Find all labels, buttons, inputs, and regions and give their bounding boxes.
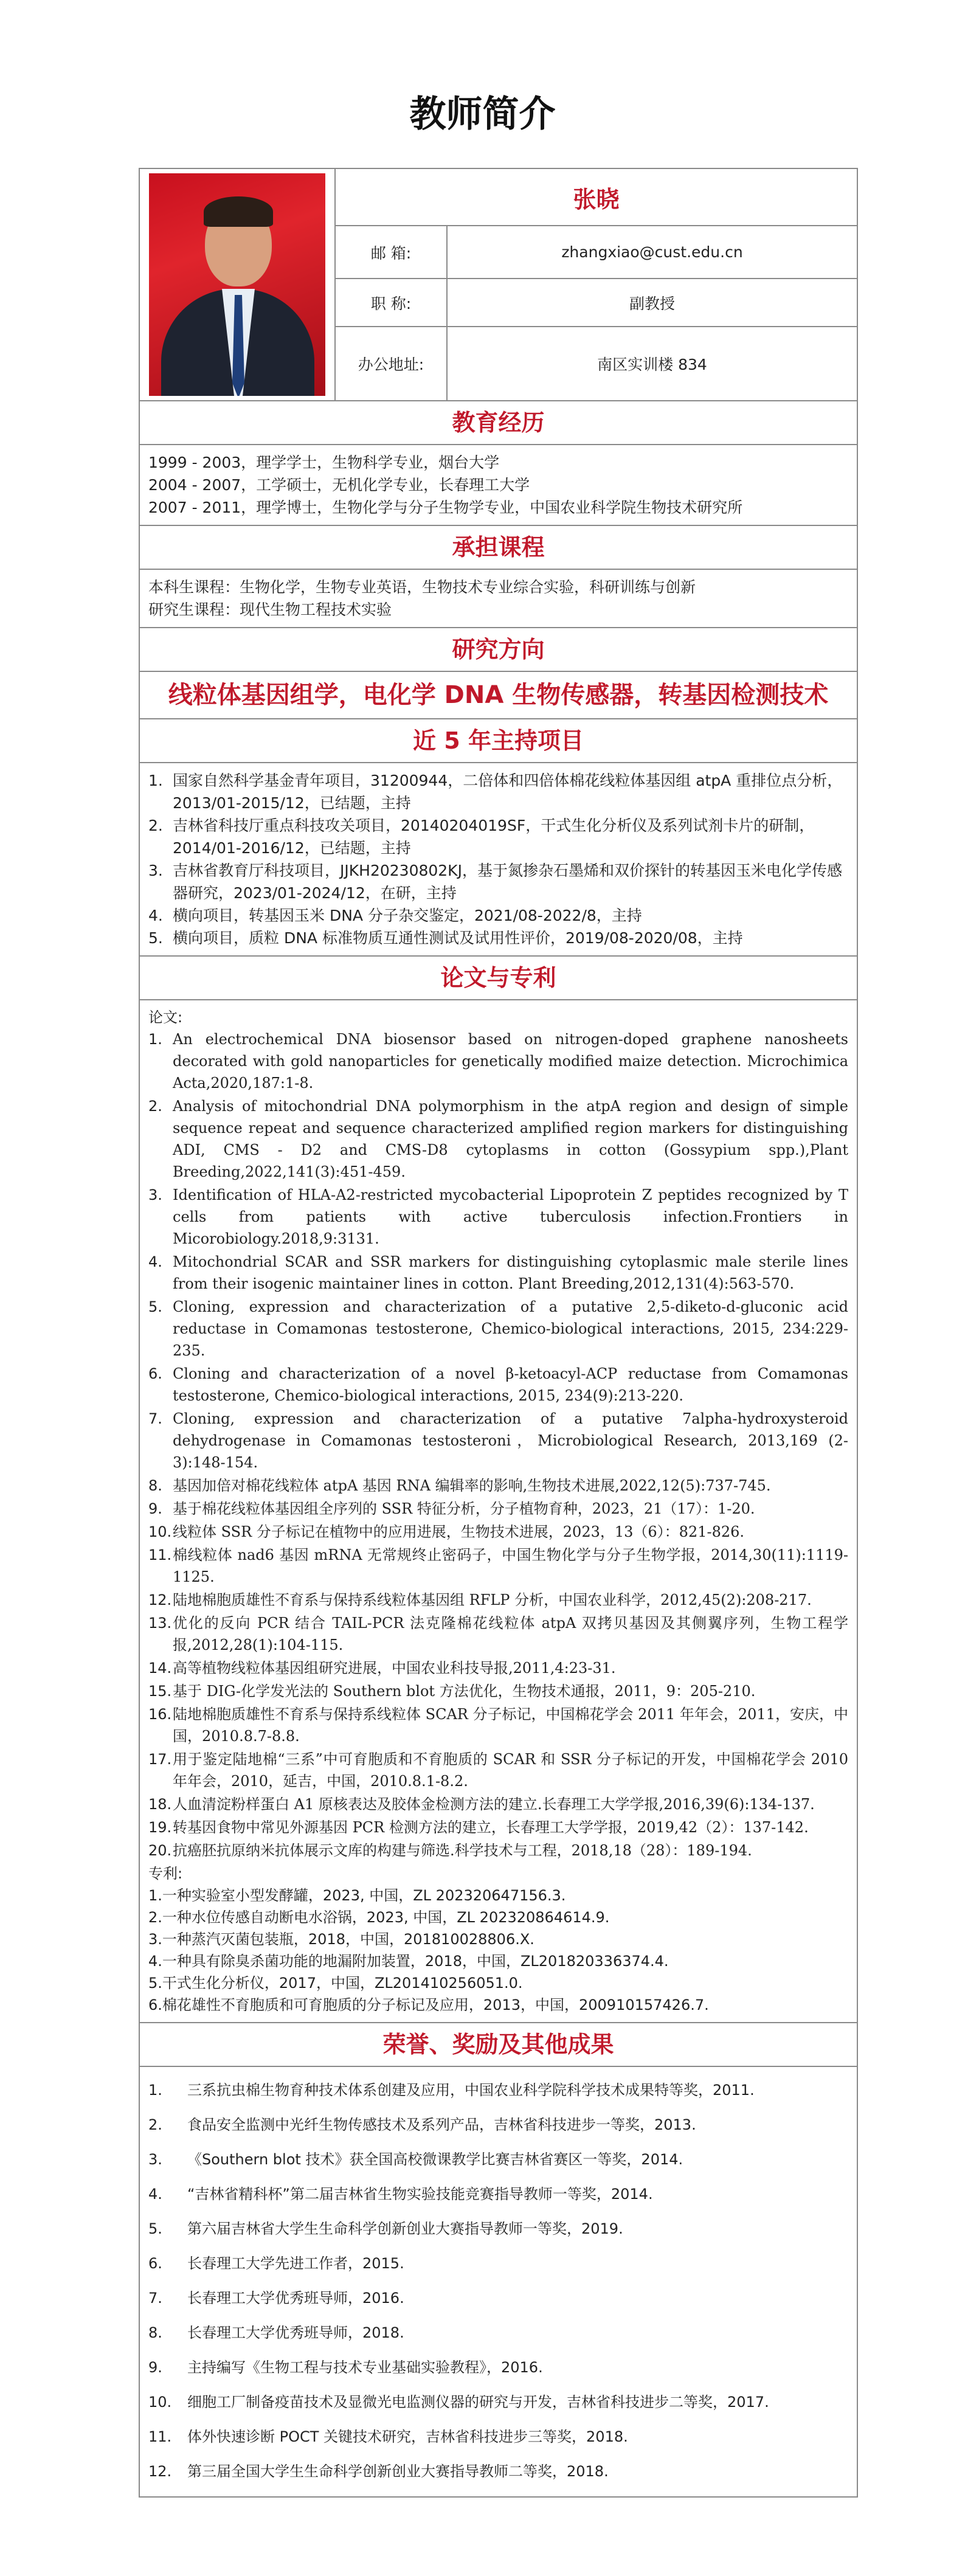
paper-item-number: 16. xyxy=(148,1706,172,1723)
project-item-number: 4. xyxy=(148,907,163,924)
publications-body xyxy=(140,1000,857,2023)
paper-item-number: 6. xyxy=(148,1365,162,1382)
office-row xyxy=(336,327,857,400)
paper-item-text: 基于 DIG-化学发光法的 Southern blot 方法优化，生物技术通报，2011，9：205-210. xyxy=(173,1683,756,1700)
honor-item-text: 长春理工大学优秀班导师，2018. xyxy=(187,2324,404,2341)
paper-item xyxy=(148,1840,848,1861)
paper-item-text: Cloning and characterization of a novel β-ketoacyl-ACP reductase from Comamonas testosterone, Chemico-biological interactions, 2015, 234(9):213-220. xyxy=(173,1365,848,1404)
paper-item-text: 陆地棉胞质雄性不育系与保持系线粒体 SCAR 分子标记，中国棉花学会 2011 年年会，2011，安庆，中国，2010.8.7-8.8. xyxy=(173,1706,848,1745)
honor-item xyxy=(148,2454,848,2489)
paper-item xyxy=(148,1363,848,1407)
patents-list xyxy=(148,1885,848,2016)
paper-item xyxy=(148,1816,848,1838)
honor-item-number: 4. xyxy=(148,2186,162,2203)
project-item xyxy=(148,927,848,949)
honor-item-number: 1. xyxy=(148,2082,162,2099)
paper-item-number: 20. xyxy=(148,1842,172,1859)
paper-item xyxy=(148,1589,848,1611)
honor-item xyxy=(148,2281,848,2316)
paper-item xyxy=(148,1498,848,1520)
project-item xyxy=(148,814,848,859)
paper-item-number: 18. xyxy=(148,1796,172,1813)
paper-item-number: 17. xyxy=(148,1751,172,1768)
course-item: 本科生课程：生物化学，生物专业英语，生物技术专业综合实验，科研训练与创新 xyxy=(148,578,696,596)
course-item: 研究生课程：现代生物工程技术实验 xyxy=(148,601,392,618)
paper-item-number: 7. xyxy=(148,1410,162,1427)
honor-item-number: 10. xyxy=(148,2394,172,2411)
paper-item xyxy=(148,1703,848,1747)
honor-item xyxy=(148,2177,848,2212)
paper-item-number: 14. xyxy=(148,1660,172,1677)
project-item xyxy=(148,859,848,904)
projects-list xyxy=(148,769,848,949)
paper-item-number: 13. xyxy=(148,1615,172,1632)
paper-item-text: 基因加倍对棉花线粒体 atpA 基因 RNA 编辑率的影响,生物技术进展,2022,12(5):737-745. xyxy=(173,1477,771,1494)
paper-item-text: An electrochemical DNA biosensor based on nitrogen-doped graphene nanosheets decorated with gold nanoparticles for genetically modified maize detection. Microchimica Acta,2020,187:1-8. xyxy=(173,1031,848,1092)
project-item xyxy=(148,904,848,927)
papers-list xyxy=(148,1028,848,1861)
paper-item-text: 人血清淀粉样蛋白 A1 原核表达及胶体金检测方法的建立.长春理工大学学报,2016,39(6):134-137. xyxy=(173,1796,815,1813)
honors-list xyxy=(148,2073,848,2489)
education-body xyxy=(140,445,857,526)
honor-item xyxy=(148,2385,848,2420)
paper-item-text: Cloning, expression and characterization of a putative 7alpha-hydroxysteroid dehydrogenase in Comamonas testosteroni，Microbiological Research, 2013,169 (2-3):148-154. xyxy=(173,1410,848,1471)
education-item: 2007 - 2011，理学博士，生物化学与分子生物学专业，中国农业科学院生物技术研究所 xyxy=(148,499,743,516)
page-title: 教师简介 xyxy=(409,93,556,136)
paper-item-number: 12. xyxy=(148,1591,172,1608)
patent-item: 4.一种具有除臭杀菌功能的地漏附加装置，2018，中国，ZL201820336374.4. xyxy=(148,1953,669,1970)
honor-item-number: 9. xyxy=(148,2359,162,2376)
paper-item xyxy=(148,1793,848,1815)
paper-item xyxy=(148,1521,848,1543)
honor-item-number: 8. xyxy=(148,2324,162,2341)
education-item: 1999 - 2003，理学学士，生物科学专业，烟台大学 xyxy=(148,454,500,471)
project-item-text: 横向项目，转基因玉米 DNA 分子杂交鉴定，2021/08-2022/8，主持 xyxy=(173,907,642,924)
honor-item xyxy=(148,2073,848,2108)
portrait-photo xyxy=(149,173,325,396)
paper-item-text: 陆地棉胞质雄性不育系与保持系线粒体基因组 RFLP 分析，中国农业科学，2012,45(2):208-217. xyxy=(173,1591,812,1608)
patent-item: 5.干式生化分析仪，2017，中国，ZL201410256051.0. xyxy=(148,1975,523,1992)
education-item: 2004 - 2007，工学硕士，无机化学专业，长春理工大学 xyxy=(148,476,530,494)
paper-item-text: 抗癌胚抗原纳米抗体展示文库的构建与筛选.科学技术与工程，2018,18（28）：189-194. xyxy=(173,1842,752,1859)
teacher-name: 张晓 xyxy=(336,169,857,226)
honor-item-number: 3. xyxy=(148,2151,162,2168)
paper-item-text: 线粒体 SSR 分子标记在植物中的应用进展，生物技术进展，2023，13（6）：821-826. xyxy=(173,1523,745,1540)
paper-item-number: 1. xyxy=(148,1031,162,1048)
honor-item xyxy=(148,2350,848,2385)
photo-cell xyxy=(140,169,336,400)
title-row xyxy=(336,279,857,327)
papers-label: 论文: xyxy=(148,1009,183,1026)
paper-item-text: 用于鉴定陆地棉“三系”中可育胞质和不育胞质的 SCAR 和 SSR 分子标记的开发，中国棉花学会 2010 年年会，2010，延吉，中国，2010.8.1-8.2. xyxy=(173,1751,848,1790)
paper-item xyxy=(148,1408,848,1473)
honors-heading: 荣誉、奖励及其他成果 xyxy=(140,2023,857,2067)
email-label: 邮 箱: xyxy=(336,226,448,278)
office-value: 南区实训楼 834 xyxy=(597,356,707,373)
paper-item-number: 8. xyxy=(148,1477,162,1494)
honor-item xyxy=(148,2420,848,2454)
title-value: 副教授 xyxy=(629,294,675,313)
paper-item-text: Mitochondrial SCAR and SSR markers for distinguishing cytoplasmic male sterile lines from their isogenic maintainer lines in cotton. Plant Breeding,2012,131(4):563-570. xyxy=(173,1253,848,1292)
patent-item: 1.一种实验室小型发酵罐，2023, 中国，ZL 202320647156.3. xyxy=(148,1887,566,1904)
research-text: 线粒体基因组学，电化学 DNA 生物传感器，转基因检测技术 xyxy=(140,672,857,719)
paper-item-text: Cloning, expression and characterization of a putative 2,5-diketo-d-gluconic acid reductase in Comamonas testosterone, Chemico-biological interactions, 2015, 234:229-235. xyxy=(173,1298,848,1359)
paper-item-text: 棉线粒体 nad6 基因 mRNA 无常规终止密码子，中国生物化学与分子生物学报，2014,30(11):1119-1125. xyxy=(173,1546,848,1585)
paper-item xyxy=(148,1028,848,1094)
patent-item: 2.一种水位传感自动断电水浴锅，2023, 中国，ZL 202320864614.9. xyxy=(148,1909,610,1926)
paper-item xyxy=(148,1296,848,1362)
courses-body xyxy=(140,570,857,628)
education-heading: 教育经历 xyxy=(140,401,857,445)
paper-item-text: 高等植物线粒体基因组研究进展，中国农业科技导报,2011,4:23-31. xyxy=(173,1660,616,1677)
patent-item: 6.棉花雄性不育胞质和可育胞质的分子标记及应用，2013，中国，200910157426.7. xyxy=(148,1996,709,2013)
project-item-text: 国家自然科学基金青年项目，31200944，二倍体和四倍体棉花线粒体基因组 atpA 重排位点分析，2013/01-2015/12，已结题，主持 xyxy=(173,772,843,812)
research-heading: 研究方向 xyxy=(140,628,857,672)
paper-item xyxy=(148,1184,848,1250)
paper-item xyxy=(148,1612,848,1656)
honor-item-text: 《Southern blot 技术》获全国高校微课教学比赛吉林省赛区一等奖，2014. xyxy=(187,2151,683,2168)
paper-item-number: 15. xyxy=(148,1683,172,1700)
profile-table xyxy=(139,168,858,2498)
paper-item-number: 3. xyxy=(148,1186,162,1203)
project-item-text: 吉林省科技厅重点科技攻关项目，20140204019SF，干式生化分析仪及系列试剂卡片的研制，2014/01-2016/12，已结题，主持 xyxy=(173,817,815,857)
project-item-number: 3. xyxy=(148,862,163,879)
honor-item xyxy=(148,2212,848,2246)
paper-item-text: Identification of HLA-A2-restricted mycobacterial Lipoprotein Z peptides recognized by T cells from patients with active tuberculosis infection.Frontiers in Micorobiology.2018,9:3131. xyxy=(173,1186,848,1247)
honors-body xyxy=(140,2067,857,2496)
honor-item-text: “吉林省精科杯”第二届吉林省生物实验技能竞赛指导教师一等奖，2014. xyxy=(187,2186,653,2203)
paper-item-number: 9. xyxy=(148,1500,162,1517)
paper-item xyxy=(148,1748,848,1792)
courses-heading: 承担课程 xyxy=(140,526,857,570)
project-item-number: 5. xyxy=(148,929,163,947)
honor-item-number: 12. xyxy=(148,2463,172,2480)
project-item-number: 1. xyxy=(148,772,163,789)
paper-item xyxy=(148,1095,848,1183)
paper-item-number: 5. xyxy=(148,1298,162,1315)
honor-item-text: 细胞工厂制备疫苗技术及显微光电监测仪器的研究与开发，吉林省科技进步二等奖，2017. xyxy=(187,2394,769,2411)
honor-item-text: 第三届全国大学生生命科学创新创业大赛指导教师二等奖，2018. xyxy=(187,2463,609,2480)
honor-item-text: 主持编写《生物工程与技术专业基础实验教程》，2016. xyxy=(187,2359,543,2376)
email-value[interactable]: zhangxiao@cust.edu.cn xyxy=(561,243,743,261)
paper-item-number: 2. xyxy=(148,1098,162,1115)
paper-item xyxy=(148,1475,848,1497)
honor-item-text: 第六届吉林省大学生生命科学创新创业大赛指导教师一等奖，2019. xyxy=(187,2220,623,2237)
email-row xyxy=(336,226,857,279)
paper-item-text: Analysis of mitochondrial DNA polymorphism in the atpA region and design of simple sequence repeat and sequence characterized amplified region markers for distinguishing ADI, CMS - D2 and CMS-D8 cytoplasms in cotton (Gossypium spp.),Plant Breeding,2022,141(3):451-459. xyxy=(173,1098,848,1180)
honor-item-text: 食品安全监测中光纤生物传感技术及系列产品，吉林省科技进步一等奖，2013. xyxy=(187,2116,696,2133)
paper-item xyxy=(148,1544,848,1588)
projects-body xyxy=(140,763,857,957)
honor-item-number: 5. xyxy=(148,2220,162,2237)
paper-item-number: 11. xyxy=(148,1546,172,1563)
paper-item-number: 19. xyxy=(148,1819,172,1836)
project-item-text: 吉林省教育厅科技项目，JJKH20230802KJ，基于氮掺杂石墨烯和双价探针的转基因玉米电化学传感器研究，2023/01-2024/12，在研，主持 xyxy=(173,862,842,902)
paper-item-number: 4. xyxy=(148,1253,162,1270)
patent-item: 3.一种蒸汽灭菌包装瓶，2018，中国，201810028806.X. xyxy=(148,1931,534,1948)
honor-item-number: 2. xyxy=(148,2116,162,2133)
paper-item xyxy=(148,1657,848,1679)
profile-info xyxy=(336,169,857,400)
honor-item xyxy=(148,2142,848,2177)
paper-item-number: 10. xyxy=(148,1523,172,1540)
project-item xyxy=(148,769,848,814)
paper-item xyxy=(148,1680,848,1702)
office-label: 办公地址: xyxy=(336,327,448,400)
honor-item xyxy=(148,2246,848,2281)
project-item-text: 横向项目，质粒 DNA 标准物质互通性测试及试用性评价，2019/08-2020/08，主持 xyxy=(173,929,743,947)
paper-item-text: 基于棉花线粒体基因组全序列的 SSR 特征分析，分子植物育种，2023，21（17）：1-20. xyxy=(173,1500,755,1517)
publications-heading: 论文与专利 xyxy=(140,957,857,1000)
profile-header xyxy=(140,169,857,401)
paper-item xyxy=(148,1251,848,1295)
patents-label: 专利: xyxy=(148,1865,183,1882)
honor-item-number: 6. xyxy=(148,2255,162,2272)
projects-heading: 近 5 年主持项目 xyxy=(140,719,857,763)
honor-item-number: 7. xyxy=(148,2290,162,2307)
honor-item-text: 长春理工大学优秀班导师，2016. xyxy=(187,2290,404,2307)
honor-item-text: 长春理工大学先进工作者，2015. xyxy=(187,2255,404,2272)
honor-item-number: 11. xyxy=(148,2428,172,2445)
honor-item xyxy=(148,2316,848,2350)
project-item-number: 2. xyxy=(148,817,163,834)
honor-item xyxy=(148,2108,848,2142)
title-label: 职 称: xyxy=(336,279,448,326)
honor-item-text: 三系抗虫棉生物育种技术体系创建及应用，中国农业科学院科学技术成果特等奖，2011. xyxy=(187,2082,755,2099)
paper-item-text: 转基因食物中常见外源基因 PCR 检测方法的建立，长春理工大学学报，2019,42（2）：137-142. xyxy=(173,1819,809,1836)
honor-item-text: 体外快速诊断 POCT 关键技术研究，吉林省科技进步三等奖，2018. xyxy=(187,2428,628,2445)
paper-item-text: 优化的反向 PCR 结合 TAIL-PCR 法克隆棉花线粒体 atpA 双拷贝基因及其侧翼序列，生物工程学报,2012,28(1):104-115. xyxy=(173,1615,848,1653)
